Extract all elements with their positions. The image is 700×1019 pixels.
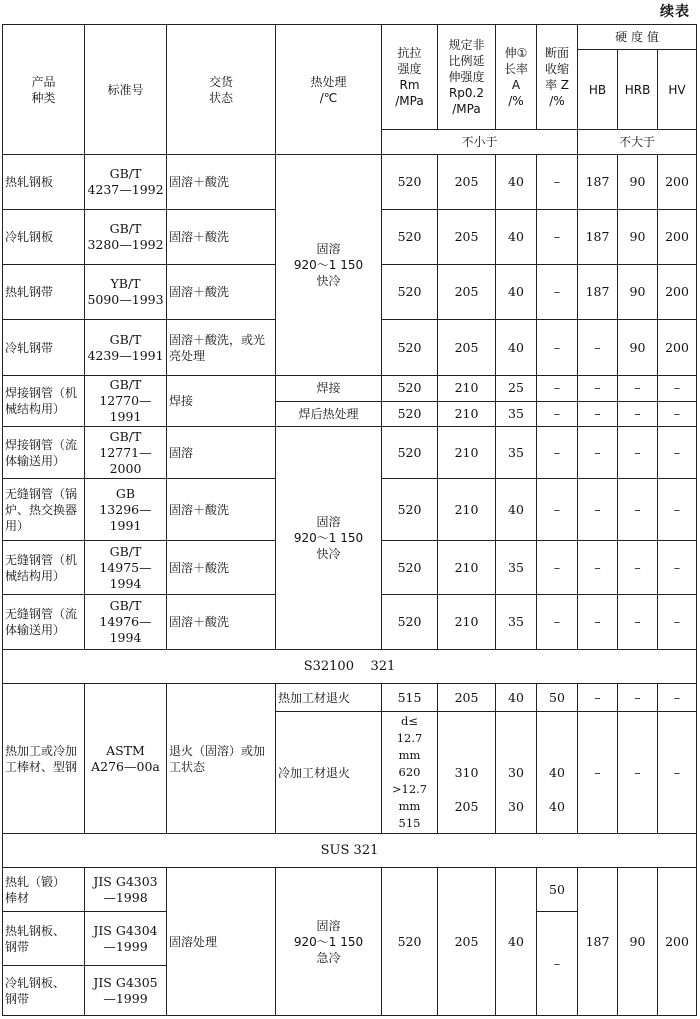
hb-cell: 187	[578, 210, 618, 265]
hv-cell: 200	[658, 265, 697, 320]
state-cell: 固溶＋酸洗，或光亮处理	[167, 320, 276, 376]
rm-cell: 520	[382, 595, 438, 650]
state-cell: 固溶＋酸洗	[167, 541, 276, 595]
header-standard: 标准号	[85, 25, 167, 155]
z-cell: –	[537, 401, 578, 427]
hrb-cell: 90	[618, 155, 658, 210]
standard-cell: GB/T 3280—1992	[85, 210, 167, 265]
header-hb: HB	[578, 50, 618, 130]
standard-cell: ASTM A276—00a	[85, 684, 167, 834]
product-cell: 冷轧钢带	[3, 320, 85, 376]
product-cell: 无缝钢管（机械结构用）	[3, 541, 85, 595]
standard-cell: GB/T 4237—1992	[85, 155, 167, 210]
heat-cell: 固溶 920～1 150 快冷	[276, 427, 382, 650]
stainless-properties-table	[2, 24, 697, 1016]
header-heat: 热处理 /℃	[276, 25, 382, 155]
product-cell: 冷轧钢板	[3, 210, 85, 265]
hv-cell: –	[658, 427, 697, 479]
hrb-cell: –	[618, 376, 658, 402]
hrb-cell: 90	[618, 265, 658, 320]
rp-cell: 205	[438, 868, 496, 1016]
rm-cell: 520	[382, 541, 438, 595]
rm-cell: 520	[382, 376, 438, 402]
hrb-cell: 90	[618, 210, 658, 265]
rm-cell: 520	[382, 155, 438, 210]
state-cell: 退火（固溶）或加工状态	[167, 684, 276, 834]
standard-cell: GB/T 12771—2000	[85, 427, 167, 479]
rp-cell: 205	[438, 155, 496, 210]
rp-cell: 210	[438, 401, 496, 427]
header-hrb: HRB	[618, 50, 658, 130]
hv-cell: –	[658, 712, 697, 834]
rm-cell: 520	[382, 868, 438, 1016]
a-cell: 25	[496, 376, 537, 402]
a-cell: 40	[496, 320, 537, 376]
header-rp: 规定非 比例延 伸强度 Rp0.2 /MPa	[438, 25, 496, 130]
product-cell: 无缝钢管（锅炉、热交换器用）	[3, 479, 85, 541]
hv-cell: 200	[658, 868, 697, 1016]
header-z: 断面 收缩 率 Z /%	[537, 25, 578, 130]
a-cell: 35	[496, 541, 537, 595]
rm-cell: d≤ 12.7 mm 620 >12.7 mm 515	[382, 712, 438, 834]
rm-cell: 520	[382, 479, 438, 541]
state-cell: 固溶＋酸洗	[167, 210, 276, 265]
heat-cell: 焊接	[276, 376, 382, 402]
standard-cell: GB 13296—1991	[85, 479, 167, 541]
hv-cell: 200	[658, 320, 697, 376]
section-sus321: SUS 321	[3, 834, 697, 868]
section-s32100: S32100 321	[3, 650, 697, 684]
heat-cell: 固溶 920～1 150 快冷	[276, 155, 382, 376]
product-cell: 热轧钢板、 钢带	[3, 912, 85, 966]
standard-cell: JIS G4303 —1998	[85, 868, 167, 912]
z-cell: 50	[537, 868, 578, 912]
hrb-cell: –	[618, 595, 658, 650]
standard-cell: GB/T 12770—1991	[85, 376, 167, 427]
state-cell: 焊接	[167, 376, 276, 427]
rp-cell: 210	[438, 376, 496, 402]
standard-cell: JIS G4305 —1999	[85, 966, 167, 1016]
standard-cell: JIS G4304 —1999	[85, 912, 167, 966]
a-cell: 40	[496, 265, 537, 320]
z-cell: –	[537, 427, 578, 479]
hb-cell: –	[578, 320, 618, 376]
heat-cell: 热加工材退火	[276, 684, 382, 712]
hv-cell: –	[658, 401, 697, 427]
rp-cell: 205	[438, 320, 496, 376]
hb-cell: 187	[578, 155, 618, 210]
rm-cell: 520	[382, 320, 438, 376]
product-cell: 冷轧钢板、 钢带	[3, 966, 85, 1016]
hrb-cell: –	[618, 712, 658, 834]
hv-cell: –	[658, 684, 697, 712]
header-a: 伸① 长率 A /%	[496, 25, 537, 130]
rp-cell: 205	[438, 265, 496, 320]
a-cell: 35	[496, 427, 537, 479]
product-cell: 无缝钢管（流体输送用）	[3, 595, 85, 650]
hb-cell: –	[578, 376, 618, 402]
z-cell: –	[537, 210, 578, 265]
continued-label: 续表	[660, 4, 690, 20]
header-not-less: 不小于	[382, 130, 578, 155]
rm-cell: 520	[382, 427, 438, 479]
a-cell: 35	[496, 401, 537, 427]
standard-cell: GB/T 14975—1994	[85, 541, 167, 595]
hb-cell: –	[578, 595, 618, 650]
state-cell: 固溶＋酸洗	[167, 479, 276, 541]
state-cell: 固溶＋酸洗	[167, 265, 276, 320]
a-cell: 40	[496, 479, 537, 541]
state-cell: 固溶＋酸洗	[167, 155, 276, 210]
product-cell: 热加工或冷加工棒材、型钢	[3, 684, 85, 834]
z-cell: –	[537, 155, 578, 210]
z-cell: –	[537, 912, 578, 1016]
z-cell: –	[537, 479, 578, 541]
a-cell: 30 30	[496, 712, 537, 834]
hb-cell: –	[578, 401, 618, 427]
hrb-cell: 90	[618, 320, 658, 376]
hb-cell: –	[578, 712, 618, 834]
state-cell: 固溶	[167, 427, 276, 479]
z-cell: –	[537, 376, 578, 402]
header-hv: HV	[658, 50, 697, 130]
hv-cell: 200	[658, 210, 697, 265]
hrb-cell: –	[618, 479, 658, 541]
z-cell: –	[537, 595, 578, 650]
a-cell: 40	[496, 684, 537, 712]
heat-cell: 冷加工材退火	[276, 712, 382, 834]
hb-cell: 187	[578, 265, 618, 320]
hrb-cell: –	[618, 427, 658, 479]
heat-cell: 焊后热处理	[276, 401, 382, 427]
product-cell: 焊接钢管（流体输送用）	[3, 427, 85, 479]
header-delivery: 交货 状态	[167, 25, 276, 155]
product-cell: 焊接钢管（机械结构用）	[3, 376, 85, 427]
z-cell: –	[537, 320, 578, 376]
hv-cell: –	[658, 541, 697, 595]
z-cell: 50	[537, 684, 578, 712]
rm-cell: 520	[382, 401, 438, 427]
rp-cell: 210	[438, 595, 496, 650]
header-not-more: 不大于	[578, 130, 697, 155]
z-cell: –	[537, 541, 578, 595]
z-cell: 40 40	[537, 712, 578, 834]
a-cell: 40	[496, 155, 537, 210]
rm-cell: 520	[382, 210, 438, 265]
standard-cell: GB/T 14976—1994	[85, 595, 167, 650]
rm-cell: 515	[382, 684, 438, 712]
hv-cell: –	[658, 376, 697, 402]
hrb-cell: –	[618, 401, 658, 427]
hv-cell: –	[658, 595, 697, 650]
hb-cell: –	[578, 684, 618, 712]
hrb-cell: 90	[618, 868, 658, 1016]
rp-cell: 210	[438, 541, 496, 595]
product-cell: 热轧钢板	[3, 155, 85, 210]
state-cell: 固溶＋酸洗	[167, 595, 276, 650]
product-cell: 热轧钢带	[3, 265, 85, 320]
standard-cell: YB/T 5090—1993	[85, 265, 167, 320]
rp-cell: 205	[438, 210, 496, 265]
hv-cell: –	[658, 479, 697, 541]
product-cell: 热轧（锻） 棒材	[3, 868, 85, 912]
rm-cell: 520	[382, 265, 438, 320]
rp-cell: 205	[438, 684, 496, 712]
hb-cell: –	[578, 541, 618, 595]
hv-cell: 200	[658, 155, 697, 210]
a-cell: 40	[496, 868, 537, 1016]
header-rm: 抗拉 强度 Rm /MPa	[382, 25, 438, 130]
hrb-cell: –	[618, 541, 658, 595]
standard-cell: GB/T 4239—1991	[85, 320, 167, 376]
header-hardness: 硬 度 值	[578, 25, 697, 50]
state-cell: 固溶处理	[167, 868, 276, 1016]
header-product: 产品 种类	[3, 25, 85, 155]
hb-cell: –	[578, 427, 618, 479]
a-cell: 40	[496, 210, 537, 265]
z-cell: –	[537, 265, 578, 320]
rp-cell: 210	[438, 479, 496, 541]
rp-cell: 310 205	[438, 712, 496, 834]
rp-cell: 210	[438, 427, 496, 479]
a-cell: 35	[496, 595, 537, 650]
hrb-cell: –	[618, 684, 658, 712]
hb-cell: 187	[578, 868, 618, 1016]
heat-cell: 固溶 920～1 150 急冷	[276, 868, 382, 1016]
hb-cell: –	[578, 479, 618, 541]
